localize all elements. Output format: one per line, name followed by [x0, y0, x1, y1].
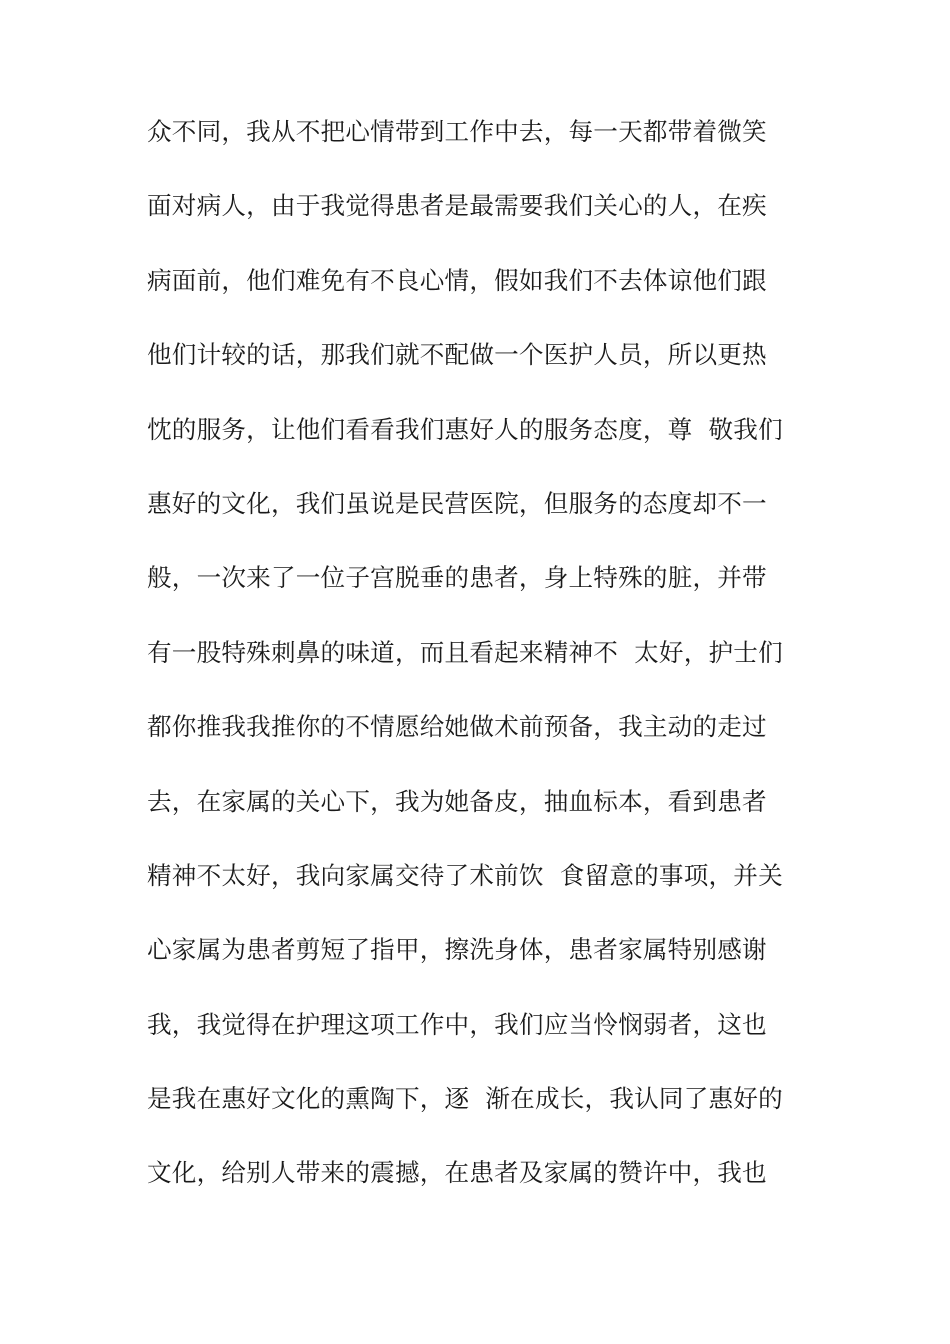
text-line: 都你推我我推你的不情愿给她做术前预备，我主动的走过 — [147, 712, 767, 742]
text-line: 文化，给别人带来的震撼，在患者及家属的赞许中，我也 — [147, 1158, 767, 1188]
text-line: 他们计较的话，那我们就不配做一个医护人员，所以更热 — [147, 340, 767, 370]
text-line: 我，我觉得在护理这项工作中，我们应当怜悯弱者，这也 — [147, 1009, 767, 1039]
text-line: 众不同，我从不把心情带到工作中去，每一天都带着微笑 — [147, 117, 767, 146]
text-line: 心家属为患者剪短了指甲，擦洗身体，患者家属特别感谢 — [147, 935, 767, 965]
text-line: 去，在家属的关心下，我为她备皮，抽血标本，看到患者 — [147, 786, 767, 816]
body-text — [147, 112, 827, 1228]
text-line: 病面前，他们难免有不良心情，假如我们不去体谅他们跟 — [147, 265, 767, 295]
text-line: 忱的服务，让他们看看我们惠好人的服务态度，尊 敬我们 — [147, 414, 783, 444]
text-line: 般，一次来了一位子宫脱垂的患者，身上特殊的脏，并带 — [147, 563, 767, 593]
text-line: 是我在惠好文化的熏陶下，逐 渐在成长，我认同了惠好的 — [147, 1084, 783, 1114]
text-line: 精神不太好，我向家属交待了术前饮 食留意的事项，并关 — [147, 860, 783, 890]
text-line: 面对病人，由于我觉得患者是最需要我们关心的人，在疾 — [147, 191, 767, 221]
text-line: 惠好的文化，我们虽说是民营医院，但服务的态度却不一 — [147, 488, 767, 518]
text-line: 有一股特殊刺鼻的味道，而且看起来精神不 太好，护士们 — [147, 637, 783, 667]
